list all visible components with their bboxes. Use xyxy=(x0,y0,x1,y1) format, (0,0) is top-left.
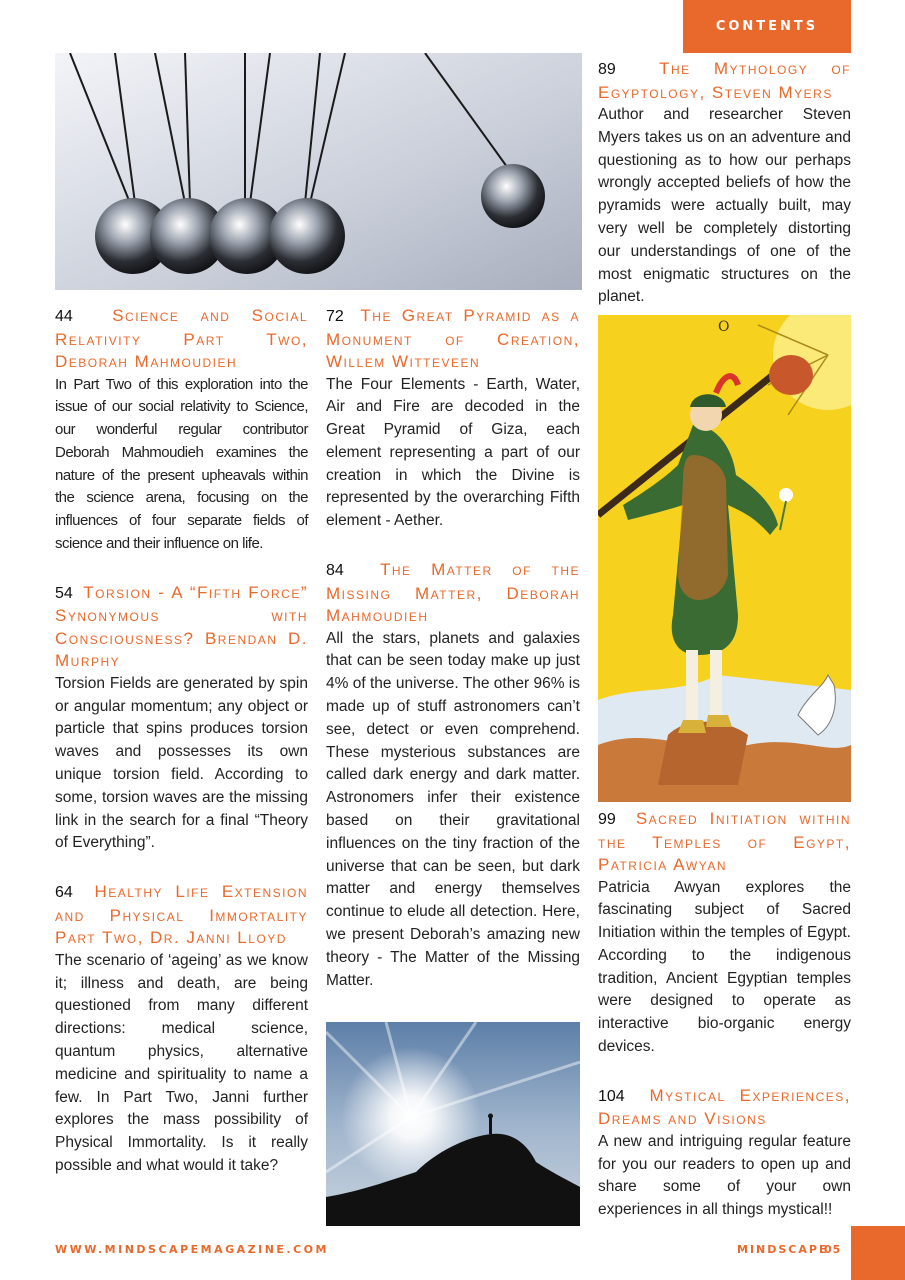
newtons-cradle-image xyxy=(55,53,582,290)
tarot-fool-card-image xyxy=(598,315,851,802)
sunburst-rock-image xyxy=(326,1022,580,1226)
article-summary: The Four Elements - Earth, Water, Air and Fire are decoded in the Great Pyramid of Giza, each element representing a part of our creation in which the Divine is represented by the overarching Fifth element - Aether. xyxy=(326,375,580,530)
article-summary: Torsion Fields are generated by spin or angular momentum; any object or particle that spins produces torsion waves and possesses its own unique torsion field. According to some, torsion waves are the missing link in the search for a final “Theory of Everything”. xyxy=(55,674,308,852)
article-heading: 99 Sacred Initiation within the Temples of Egypt, Patricia Awyan xyxy=(598,809,851,874)
article-summary: The scenario of ‘ageing’ as we know it; illness and death, are being questioned from many different directions: medical science, quantum physics, alternative medicine and spirituality to name a few. In Part Two, Janni further explores the mass possibility of Physical Immortality. Is it really possible and what would it take? xyxy=(55,951,308,1174)
article-heading: 84 The Matter of the Missing Matter, Deborah Mahmoudieh xyxy=(326,560,580,626)
article-99[interactable] xyxy=(598,808,851,1059)
article-84[interactable] xyxy=(326,559,580,992)
article-heading: 89 The Mythology of Egyptology, Steven Myers xyxy=(598,59,851,102)
article-heading: 64 Healthy Life Extension and Physical Immortality Part Two, Dr. Janni Lloyd xyxy=(55,882,308,948)
footer-page-number: 05 xyxy=(824,1243,842,1256)
footer-accent-block xyxy=(851,1226,905,1280)
article-72[interactable] xyxy=(326,305,580,533)
article-summary: Patricia Awyan explores the fascinating subject of Sacred Initiation within the temples of Egypt. According to the indigenous tradition, Ancient Egyptian temples were designed to operate as interactive bio-organic energy devices. xyxy=(598,878,851,1056)
article-44[interactable] xyxy=(55,305,308,556)
article-summary: Author and researcher Steven Myers takes us on an adventure and questioning as to how our perhaps wrongly accepted beliefs of how the pyramids were actually built, may very well be completely distorting our understandings of one of the most enigmatic structures on the planet. xyxy=(598,106,851,306)
article-summary: In Part Two of this exploration into the issue of our social relativity to Science, our wonderful regular contributor Deborah Mahmoudieh examines the nature of the present upheavals within the science arena, focusing on the influences of four separate fields of science and their influence on life. xyxy=(55,375,308,553)
article-64[interactable] xyxy=(55,881,308,1177)
column-middle xyxy=(326,305,580,1018)
article-104[interactable] xyxy=(598,1085,851,1222)
article-summary: A new and intriguing regular feature for you our readers to open up and share some of your own experiences in all things mystical!! xyxy=(598,1132,851,1219)
article-89[interactable] xyxy=(598,58,851,309)
article-summary: All the stars, planets and galaxies that can be seen today make up just 4% of the universe. The other 96% is made up of stuff astronomers can’t see, detect or even comprehend. These mysterious substances are called dark energy and dark matter. Astronomers infer their existence based on their gravitational influences on the tiny fraction of the universe that can be seen, but dark matter and energy themselves continue to elude all detection. Here, we present Deborah’s amazing new theory - The Matter of the Missing Matter. xyxy=(326,629,580,989)
footer-website-link[interactable]: WWW.MINDSCAPEMAGAZINE.COM xyxy=(55,1243,329,1256)
svg-text:O: O xyxy=(718,319,730,335)
article-heading: 44 Science and Social Relativity Part Two, Deborah Mahmoudieh xyxy=(55,306,308,371)
article-heading: 104 Mystical Experiences, Dreams and Visions xyxy=(598,1085,851,1129)
column-right xyxy=(598,58,851,309)
contents-tab: CONTENTS xyxy=(683,0,851,53)
article-54[interactable] xyxy=(55,582,308,855)
column-left xyxy=(55,305,308,1204)
footer-magazine-name: MINDSCAPE xyxy=(737,1243,829,1256)
article-heading: 72 The Great Pyramid as a Monument of Creation, Willem Witteveen xyxy=(326,306,580,371)
article-heading: 54 Torsion - A “Fifth Force” Synonymous with Consciousness? Brendan D. Murphy xyxy=(55,582,308,671)
column-right-lower xyxy=(598,808,851,1248)
